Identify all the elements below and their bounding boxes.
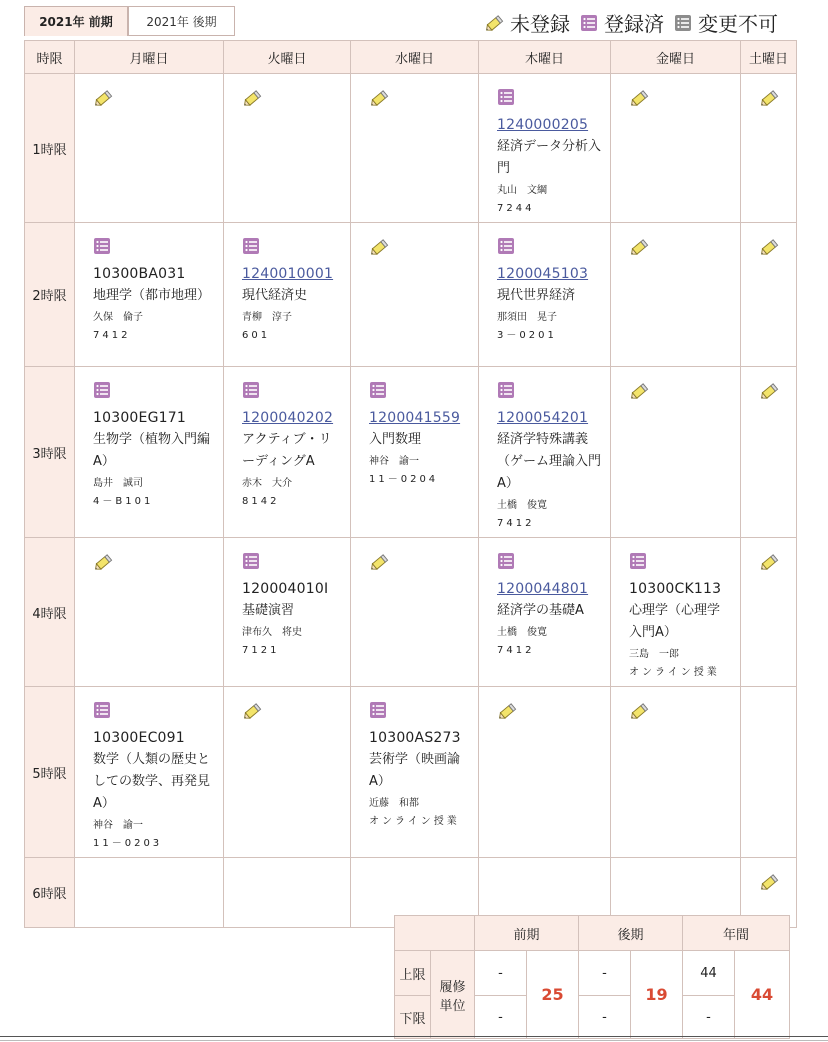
course-teacher: 丸山 文綱	[497, 185, 547, 196]
timetable-slot[interactable]	[351, 538, 479, 687]
second-upper-value: -	[579, 951, 631, 996]
locked-list-icon	[674, 14, 692, 32]
registered-list-icon[interactable]	[93, 701, 111, 719]
upper-limit-label: 上限	[395, 951, 431, 996]
second-lower-value: -	[579, 996, 631, 1039]
timetable-slot[interactable]	[741, 367, 797, 538]
timetable-slot[interactable]	[351, 367, 479, 538]
timetable-slot[interactable]	[611, 687, 741, 858]
pencil-icon[interactable]	[629, 237, 649, 257]
timetable-slot[interactable]	[224, 687, 351, 858]
course-title: 数学（人類の歴史としての数学、再発見A）	[93, 752, 211, 811]
timetable-slot[interactable]	[611, 367, 741, 538]
period-label: 2時限	[25, 223, 75, 367]
course-title: 経済データ分析入門	[497, 139, 602, 176]
timetable-slot[interactable]	[611, 74, 741, 223]
timetable-slot[interactable]	[75, 223, 224, 367]
course-teacher: 神谷 諭一	[93, 820, 143, 831]
registered-list-icon[interactable]	[93, 237, 111, 255]
course-code[interactable]: 1240010001	[242, 266, 334, 282]
period-row	[25, 367, 797, 538]
timetable-slot[interactable]	[611, 223, 741, 367]
credits-header-year: 年間	[683, 916, 790, 951]
course-code: 10300CK113	[629, 581, 722, 597]
first-upper-value: -	[475, 951, 527, 996]
registered-list-icon	[580, 14, 598, 32]
course-teacher: 島井 誠司	[93, 478, 143, 489]
second-total-value: 19	[631, 951, 683, 1039]
period-row	[25, 687, 797, 858]
pencil-icon[interactable]	[629, 88, 649, 108]
registered-list-icon[interactable]	[242, 552, 260, 570]
timetable-slot	[224, 858, 351, 928]
course-title: 現代経済史	[242, 288, 308, 303]
course-code[interactable]: 1200054201	[497, 410, 589, 426]
pencil-icon[interactable]	[759, 381, 779, 401]
day-header: 火曜日	[224, 41, 351, 74]
period-row	[25, 74, 797, 223]
tab-first-semester[interactable]: 2021年 前期	[24, 6, 128, 36]
registered-list-icon[interactable]	[497, 381, 515, 399]
course-teacher: 三島 一郎	[629, 649, 679, 660]
course-teacher: 土橋 俊寛	[497, 500, 547, 511]
timetable-slot[interactable]	[479, 223, 611, 367]
legend-unregistered	[484, 8, 570, 37]
page-divider	[0, 1040, 828, 1041]
timetable-slot[interactable]	[75, 538, 224, 687]
registered-list-icon[interactable]	[93, 381, 111, 399]
period-row	[25, 223, 797, 367]
course-title: 基礎演習	[242, 603, 295, 618]
course-title: 経済学特殊講義（ゲーム理論入門A）	[497, 432, 602, 491]
timetable-slot[interactable]	[611, 538, 741, 687]
course-room: 3－0201	[497, 330, 557, 341]
registered-list-icon[interactable]	[369, 701, 387, 719]
timetable-slot[interactable]	[741, 538, 797, 687]
timetable-slot	[75, 858, 224, 928]
pencil-icon[interactable]	[759, 88, 779, 108]
registered-list-icon[interactable]	[497, 552, 515, 570]
course-teacher: 近藤 和都	[369, 798, 419, 809]
registered-list-icon[interactable]	[369, 381, 387, 399]
period-row	[25, 538, 797, 687]
course-title: 地理学（都市地理）	[93, 288, 211, 303]
timetable-slot[interactable]	[479, 74, 611, 223]
first-total-value: 25	[527, 951, 579, 1039]
timetable-slot	[741, 687, 797, 858]
course-room: 7412	[497, 518, 535, 529]
timetable-slot[interactable]	[351, 74, 479, 223]
course-teacher: 赤木 大介	[242, 478, 292, 489]
course-room: オンライン授業	[629, 667, 720, 678]
day-header-row	[25, 41, 797, 74]
pencil-icon	[484, 13, 504, 33]
timetable-slot[interactable]	[75, 367, 224, 538]
enrolled-label-line1: 履修	[439, 979, 466, 995]
course-teacher: 土橋 俊寛	[497, 627, 547, 638]
pencil-icon[interactable]	[369, 88, 389, 108]
timetable	[24, 40, 797, 928]
first-lower-value: -	[475, 996, 527, 1039]
course-room: 11－0203	[93, 838, 163, 849]
pencil-icon[interactable]	[759, 237, 779, 257]
pencil-icon[interactable]	[369, 237, 389, 257]
pencil-icon[interactable]	[629, 381, 649, 401]
year-upper-value: 44	[683, 951, 735, 996]
pencil-icon[interactable]	[369, 552, 389, 572]
course-teacher: 青柳 淳子	[242, 312, 292, 323]
course-title: 経済学の基礎A	[497, 603, 584, 618]
course-teacher: 津布久 将史	[242, 627, 302, 638]
course-code: 10300AS273	[369, 730, 461, 746]
day-header: 木曜日	[479, 41, 611, 74]
course-room: 4－B101	[93, 496, 154, 507]
day-header: 水曜日	[351, 41, 479, 74]
pencil-icon[interactable]	[242, 701, 262, 721]
credits-corner	[395, 916, 475, 951]
timetable-slot[interactable]	[479, 367, 611, 538]
registered-list-icon[interactable]	[497, 88, 515, 106]
course-title: 芸術学（映画論A）	[369, 752, 461, 789]
pencil-icon[interactable]	[759, 872, 779, 892]
period-label: 1時限	[25, 74, 75, 223]
course-room: オンライン授業	[369, 816, 460, 827]
period-label: 6時限	[25, 858, 75, 928]
course-teacher: 久保 倫子	[93, 312, 143, 323]
enrolled-credits-label	[431, 951, 475, 1039]
pencil-icon[interactable]	[242, 88, 262, 108]
timetable-slot[interactable]	[224, 538, 351, 687]
course-title: 心理学（心理学入門A）	[629, 603, 721, 640]
course-code: 10300EG171	[93, 410, 186, 426]
timetable-slot[interactable]	[741, 74, 797, 223]
course-code: 10300BA031	[93, 266, 186, 282]
timetable-slot[interactable]	[351, 687, 479, 858]
course-room: 11－0204	[369, 474, 439, 485]
page-divider	[0, 1036, 828, 1037]
course-code: 10300EC091	[93, 730, 185, 746]
pencil-icon[interactable]	[93, 88, 113, 108]
course-teacher: 那須田 晃子	[497, 312, 557, 323]
year-total-value: 44	[735, 951, 790, 1039]
year-lower-value: -	[683, 996, 735, 1039]
course-room: 7121	[242, 645, 280, 656]
timetable-slot[interactable]	[75, 687, 224, 858]
timetable-slot[interactable]	[479, 538, 611, 687]
enrolled-label-line2: 単位	[439, 998, 466, 1014]
timetable-slot[interactable]	[224, 367, 351, 538]
course-title: 現代世界経済	[497, 288, 576, 303]
term-tabs	[24, 6, 235, 36]
timetable-slot[interactable]	[75, 74, 224, 223]
lower-limit-label: 下限	[395, 996, 431, 1039]
period-label: 5時限	[25, 687, 75, 858]
legend-label: 登録済	[604, 12, 664, 36]
course-title: 生物学（植物入門編A）	[93, 432, 211, 469]
timetable-slot[interactable]	[479, 687, 611, 858]
course-room: 7244	[497, 203, 535, 214]
registered-list-icon[interactable]	[242, 237, 260, 255]
credits-summary	[394, 915, 790, 1039]
course-code: 120004010I	[242, 581, 329, 597]
legend-registered	[580, 8, 664, 37]
course-teacher: 神谷 諭一	[369, 456, 419, 467]
registered-list-icon[interactable]	[497, 237, 515, 255]
timetable-slot[interactable]	[741, 223, 797, 367]
period-column-header: 時限	[25, 41, 75, 74]
timetable-slot[interactable]	[224, 74, 351, 223]
status-legend	[484, 8, 778, 37]
course-room: 7412	[93, 330, 131, 341]
course-code[interactable]: 1240000205	[497, 117, 589, 133]
day-header: 土曜日	[741, 41, 797, 74]
pencil-icon[interactable]	[629, 701, 649, 721]
day-header: 月曜日	[75, 41, 224, 74]
course-code[interactable]: 1200045103	[497, 266, 589, 282]
timetable-slot[interactable]	[351, 223, 479, 367]
course-room: 7412	[497, 645, 535, 656]
course-room: 8142	[242, 496, 280, 507]
timetable-slot[interactable]	[224, 223, 351, 367]
course-code[interactable]: 1200040202	[242, 410, 334, 426]
credits-header-first: 前期	[475, 916, 579, 951]
legend-locked	[674, 8, 778, 37]
registered-list-icon[interactable]	[629, 552, 647, 570]
legend-label: 未登録	[510, 12, 570, 36]
period-label: 3時限	[25, 367, 75, 538]
period-label: 4時限	[25, 538, 75, 687]
pencil-icon[interactable]	[93, 552, 113, 572]
day-header: 金曜日	[611, 41, 741, 74]
legend-label: 変更不可	[698, 12, 778, 36]
course-room: 601	[242, 330, 271, 341]
registered-list-icon[interactable]	[242, 381, 260, 399]
pencil-icon[interactable]	[759, 552, 779, 572]
pencil-icon[interactable]	[497, 701, 517, 721]
course-code[interactable]: 1200041559	[369, 410, 461, 426]
course-title: アクティブ・リーディングA	[242, 432, 332, 469]
tab-second-semester[interactable]: 2021年 後期	[128, 6, 235, 36]
credits-header-second: 後期	[579, 916, 683, 951]
course-code[interactable]: 1200044801	[497, 581, 589, 597]
course-title: 入門数理	[369, 432, 422, 447]
